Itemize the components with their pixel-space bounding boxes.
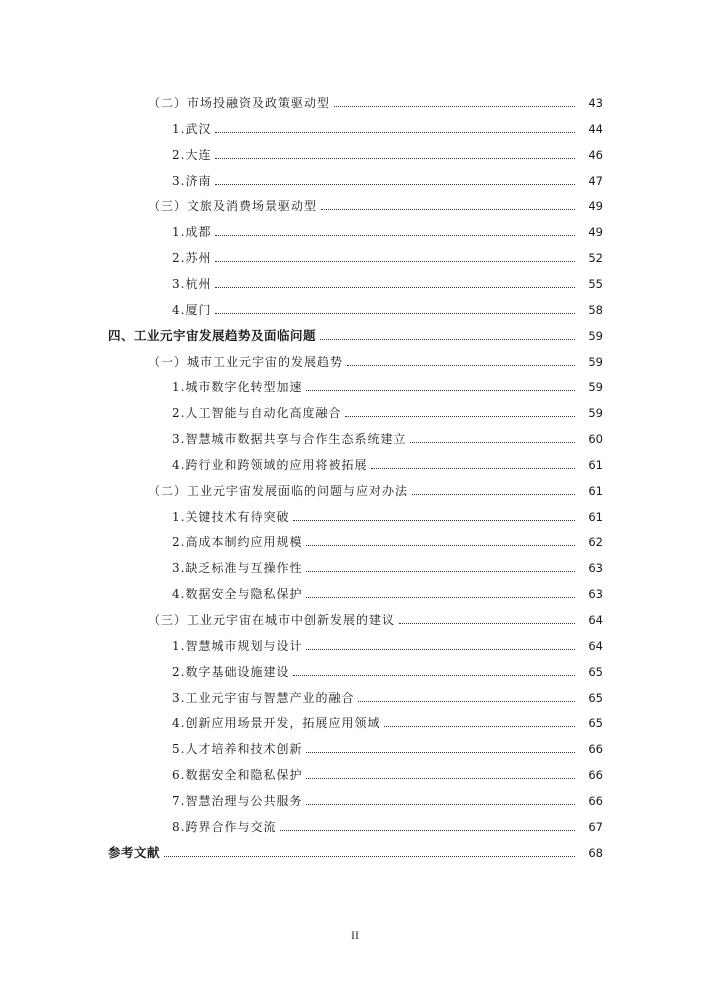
toc-entry[interactable] bbox=[0, 581, 710, 601]
toc-entry-title: （一）城市工业元宇宙的发展趋势 bbox=[148, 354, 344, 369]
toc-entry[interactable] bbox=[0, 142, 710, 162]
toc-entry-page: 59 bbox=[588, 380, 603, 395]
toc-dot-leader bbox=[215, 261, 575, 262]
toc-entry[interactable] bbox=[0, 452, 710, 472]
toc-dot-leader bbox=[215, 313, 575, 314]
toc-entry-title: 参考文献 bbox=[108, 844, 161, 860]
toc-entry-page: 64 bbox=[588, 638, 603, 653]
toc-entry-page: 61 bbox=[588, 457, 603, 472]
toc-entry-page: 44 bbox=[588, 121, 603, 136]
toc-entry-title: 4.数据安全与隐私保护 bbox=[172, 587, 303, 602]
toc-entry-page: 62 bbox=[588, 535, 603, 550]
toc-entry-title: 四、工业元宇宙发展趋势及面临问题 bbox=[108, 327, 317, 343]
toc-entry-page: 58 bbox=[588, 302, 603, 317]
toc-dot-leader bbox=[215, 184, 575, 185]
toc-entry-title: 2.人工智能与自动化高度融合 bbox=[172, 406, 342, 421]
toc-entry[interactable] bbox=[0, 193, 710, 213]
toc-entry-page: 49 bbox=[588, 225, 603, 240]
toc-entry-page: 59 bbox=[588, 354, 603, 369]
toc-entry-title: 3.缺乏标准与互操作性 bbox=[172, 561, 303, 576]
toc-entry-page: 63 bbox=[588, 561, 603, 576]
toc-entry-page: 43 bbox=[588, 96, 603, 110]
toc-dot-leader bbox=[306, 390, 575, 391]
toc-entry-page: 65 bbox=[588, 690, 603, 705]
toc-entry[interactable] bbox=[0, 736, 710, 756]
toc-dot-leader bbox=[347, 365, 575, 366]
toc-entry-page: 66 bbox=[588, 793, 603, 808]
toc-entry-title: 1.武汉 bbox=[172, 121, 212, 136]
toc-dot-leader bbox=[412, 494, 575, 495]
toc-entry-page: 52 bbox=[588, 251, 603, 266]
toc-entry-title: 1.成都 bbox=[172, 225, 212, 240]
toc-entry-title: 3.工业元宇宙与智慧产业的融合 bbox=[172, 690, 355, 705]
toc-entry-page: 66 bbox=[588, 742, 603, 757]
toc-entry-page: 68 bbox=[588, 845, 603, 860]
toc-entry[interactable] bbox=[0, 814, 710, 834]
toc-entry-title: 6.数据安全和隐私保护 bbox=[172, 768, 303, 783]
toc-entry[interactable] bbox=[0, 659, 710, 679]
toc-entry-title: 2.数字基础设施建设 bbox=[172, 664, 290, 679]
toc-entry-title: 8.跨界合作与交流 bbox=[172, 819, 277, 834]
toc-entry-title: （三）文旅及消费场景驱动型 bbox=[148, 199, 318, 214]
toc-entry[interactable] bbox=[0, 504, 710, 524]
toc-dot-leader bbox=[384, 726, 575, 727]
toc-entry-page: 55 bbox=[588, 276, 603, 291]
toc-entry-title: 2.苏州 bbox=[172, 251, 212, 266]
toc-entry-page: 61 bbox=[588, 509, 603, 524]
toc-dot-leader bbox=[306, 571, 575, 572]
toc-entry[interactable] bbox=[0, 529, 710, 549]
toc-entry-page: 59 bbox=[588, 328, 603, 343]
toc-dot-leader bbox=[164, 856, 575, 857]
toc-entry-page: 63 bbox=[588, 587, 603, 602]
toc-entry-title: （三）工业元宇宙在城市中创新发展的建议 bbox=[148, 613, 396, 627]
toc-dot-leader bbox=[306, 778, 575, 779]
toc-entry-title: 2.高成本制约应用规模 bbox=[172, 535, 303, 550]
toc-dot-leader bbox=[334, 106, 575, 107]
toc-entry-page: 64 bbox=[588, 613, 603, 627]
toc-entry-page: 59 bbox=[588, 406, 603, 421]
toc-entry-page: 60 bbox=[588, 432, 603, 447]
toc-entry-title: 1.城市数字化转型加速 bbox=[172, 380, 303, 395]
toc-entry[interactable] bbox=[0, 607, 710, 627]
toc-entry-title: 3.智慧城市数据共享与合作生态系统建立 bbox=[172, 432, 407, 447]
toc-entry[interactable] bbox=[0, 555, 710, 575]
toc-entry-title: （二）工业元宇宙发展面临的问题与应对办法 bbox=[148, 483, 409, 498]
toc-entry[interactable] bbox=[0, 426, 710, 446]
toc-entry[interactable] bbox=[0, 633, 710, 653]
toc-entry-page: 65 bbox=[588, 716, 603, 731]
toc-entry[interactable] bbox=[0, 762, 710, 782]
toc-dot-leader bbox=[215, 287, 575, 288]
toc-entry-page: 65 bbox=[588, 664, 603, 679]
toc-dot-leader bbox=[215, 132, 575, 133]
toc-entry-title: 3.杭州 bbox=[172, 276, 212, 291]
toc-entry-title: （二）市场投融资及政策驱动型 bbox=[148, 96, 331, 110]
toc-dot-leader bbox=[321, 209, 575, 210]
toc-entry-title: 4.厦门 bbox=[172, 302, 212, 317]
toc-entry[interactable] bbox=[0, 400, 710, 420]
toc-entry-title: 2.大连 bbox=[172, 147, 212, 162]
toc-entry-page: 61 bbox=[588, 483, 603, 498]
toc-entry[interactable] bbox=[0, 168, 710, 188]
toc-entry[interactable] bbox=[0, 271, 710, 291]
toc-dot-leader bbox=[306, 597, 575, 598]
toc-entry[interactable] bbox=[0, 323, 710, 343]
toc-dot-leader bbox=[215, 235, 575, 236]
toc-entry-title: 1.智慧城市规划与设计 bbox=[172, 638, 303, 653]
toc-entry[interactable] bbox=[0, 840, 710, 860]
toc-dot-leader bbox=[215, 158, 575, 159]
toc-entry-page: 49 bbox=[588, 199, 603, 214]
toc-dot-leader bbox=[293, 520, 575, 521]
toc-entry-page: 66 bbox=[588, 768, 603, 783]
toc-entry-title: 5.人才培养和技术创新 bbox=[172, 742, 303, 757]
toc-entry[interactable] bbox=[0, 478, 710, 498]
toc-entry-title: 7.智慧治理与公共服务 bbox=[172, 793, 303, 808]
toc-entry-page: 46 bbox=[588, 147, 603, 162]
toc-entry[interactable] bbox=[0, 297, 710, 317]
toc-dot-leader bbox=[358, 701, 575, 702]
toc-dot-leader bbox=[345, 416, 575, 417]
toc-entry[interactable] bbox=[0, 374, 710, 394]
toc-entry-title: 4.跨行业和跨领域的应用将被拓展 bbox=[172, 457, 368, 472]
toc-dot-leader bbox=[306, 545, 575, 546]
toc-dot-leader bbox=[306, 804, 575, 805]
toc-entry[interactable] bbox=[0, 90, 710, 110]
toc-entry[interactable] bbox=[0, 349, 710, 369]
toc-entry-title: 3.济南 bbox=[172, 173, 212, 188]
toc-dot-leader bbox=[306, 649, 575, 650]
toc-entry[interactable] bbox=[0, 116, 710, 136]
toc-entry[interactable] bbox=[0, 788, 710, 808]
toc-dot-leader bbox=[320, 339, 575, 340]
toc-entry-title: 1.关键技术有待突破 bbox=[172, 509, 290, 524]
toc-entry[interactable] bbox=[0, 685, 710, 705]
toc-entry-page: 67 bbox=[588, 819, 603, 834]
toc-entry[interactable] bbox=[0, 245, 710, 265]
toc-entry-title: 4.创新应用场景开发，拓展应用领域 bbox=[172, 716, 381, 731]
toc-dot-leader bbox=[306, 752, 575, 753]
toc-dot-leader bbox=[410, 442, 575, 443]
toc-entry[interactable] bbox=[0, 710, 710, 730]
toc-entry-page: 47 bbox=[588, 173, 603, 188]
toc-dot-leader bbox=[280, 830, 575, 831]
page-number: II bbox=[351, 928, 359, 942]
toc-dot-leader bbox=[399, 623, 575, 624]
toc-dot-leader bbox=[371, 468, 575, 469]
toc-entry[interactable] bbox=[0, 219, 710, 239]
toc-dot-leader bbox=[293, 675, 575, 676]
